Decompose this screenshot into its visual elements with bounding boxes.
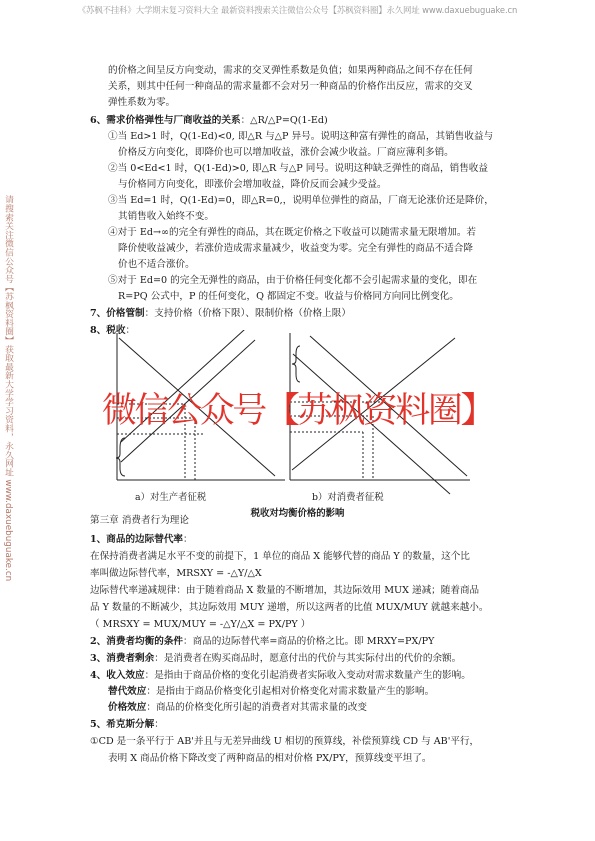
text-line <box>90 618 310 632</box>
line-heading: 5、希克斯分解 <box>90 719 155 730</box>
caption-a: a）对生产者征税 <box>135 492 207 503</box>
text-line <box>108 752 432 766</box>
line-text: 降价使收益减少，若涨价造成需求量减少，收益变为零。完全有弹性的商品不适合降 <box>118 243 473 254</box>
line-text: ：支持价格（价格下限）、限制价格（价格上限） <box>144 308 351 319</box>
text-line <box>108 64 473 78</box>
watermark-banner: 微信公众号【苏枫资料圈】 <box>101 391 494 431</box>
line-text: ：商品的价格变化所引起的消费者对其需求量的改变 <box>146 702 368 713</box>
line-text: ①当 Ed>1 时，Q(1-Ed)<0, 即△R 与△P 异号。说明这种富有弹性的商品，其销售收益与 <box>108 131 494 142</box>
panel-b-brace <box>292 346 300 382</box>
text-line <box>90 718 164 732</box>
text-line <box>108 685 434 699</box>
text-line <box>118 258 195 272</box>
text-line <box>90 635 434 649</box>
text-line <box>90 567 262 581</box>
line-text: ⑤对于 Ed=0 的完全无弹性的商品，由于价格任何变化都不会引起需求量的变化，即在 <box>108 275 478 286</box>
line-text: ：是指由于商品价格的变化引起消费者实际收入变动对需求数量产生的影响。 <box>144 670 471 681</box>
line-text: ①CD 是一条平行于 AB'并且与无差异曲线 U 相切的预算线，补偿预算线 CD 与 AB'平行， <box>90 736 480 747</box>
line-text: 价也不适合涨价。 <box>118 259 195 270</box>
text-line <box>90 652 461 666</box>
line-text: 边际替代率递减规律：由于随着商品 X 数量的不断增加，其边际效用 MUX 递减；随着商品 <box>90 585 480 596</box>
text-line <box>108 162 488 176</box>
figure-title: 税收对均衡价格的影响 <box>250 508 345 519</box>
line-text: ：是指由于商品价格变化引起相对价格变化对需求数量产生的影响。 <box>146 686 435 697</box>
text-line <box>90 584 479 598</box>
line-text: 价格反方向变化，即降价也可以增加收益，涨价会减少收益。厂商应薄利多销。 <box>118 147 454 158</box>
text-line <box>108 194 494 208</box>
line-text: 表明 X 商品价格下降改变了两种商品的相对价格 PX/PY，预算线变平坦了。 <box>108 753 432 764</box>
line-text: ③当 Ed=1 时，Q(1-Ed)=0，即△R=0,，说明单位弹性的商品，厂商无论涨价还是降价， <box>108 195 494 206</box>
line-heading: 价格效应 <box>108 702 147 713</box>
text-line <box>118 242 473 256</box>
line-text: 的价格之间呈反方向变动，需求的交叉弹性系数是负值；如果两种商品之间不存在任何 <box>108 65 473 76</box>
line-text: 与价格同方向变化，即涨价会增加收益，降价反而会减少受益。 <box>118 179 387 190</box>
line-heading: 2、消费者均衡的条件 <box>90 636 184 647</box>
line-heading: 1、商品的边际替代率 <box>90 534 184 545</box>
line-text: ：△R/△P=Q(1-Ed) <box>240 115 328 126</box>
line-text: 率叫做边际替代率，MRSXY = -△Y/△X <box>90 568 262 579</box>
line-heading: 替代效应 <box>108 686 147 697</box>
caption-b: b）对消费者征税 <box>312 492 384 503</box>
text-line <box>108 274 477 288</box>
text-line <box>108 130 493 144</box>
line-text: ： <box>154 719 164 730</box>
text-line <box>118 210 214 224</box>
text-line <box>108 96 175 110</box>
line-text: 关系，则其中任何一种商品的需求量都不会对另一种商品的价格作出反应，需求的交叉 <box>108 81 473 92</box>
line-heading: 8、税收 <box>90 325 126 336</box>
text-line <box>118 178 387 192</box>
line-text: ：商品的边际替代率=商品的价格之比。即 MRXY=PX/PY <box>183 636 435 647</box>
line-text: 其销售收入始终不变。 <box>118 211 214 222</box>
line-text: ：是消费者在购买商品时，愿意付出的代价与其实际付出的代价的余额。 <box>154 653 462 664</box>
page-header: 《苏枫不挂科》大学期末复习资料大全 最新资料搜索关注微信公众号【苏枫资料圈】永久网址 www.daxuebuguake.cn <box>77 5 518 15</box>
line-text: ④对于 Ed→∞的完全有弹性的商品，其在既定价格之下收益可以随需求量无限增加。若 <box>108 227 477 238</box>
text-line <box>90 114 328 128</box>
line-text: 品 Y 数量的不断减少，其边际效用 MUY 递增，所以这两者的比值 MUX/MUY 就越来越小。 <box>90 602 489 613</box>
line-text: ： <box>183 534 193 545</box>
side-watermark: 请搜索关注微信公众号【苏枫资料圈】获取最新大学学习资料，永久网址 www.daxuebuguake.cn <box>3 195 13 582</box>
text-line <box>90 550 470 564</box>
text-line <box>90 533 193 547</box>
line-text: ②当 0<Ed<1 时，Q(1-Ed)>0, 即△R 与△P 同号。说明这种缺乏弹性的商品，销售收益 <box>108 163 488 174</box>
text-line <box>108 701 367 715</box>
line-text: （ MRSXY = MUX/MUY = -△Y/△X = PX/PY ） <box>90 619 311 630</box>
text-line <box>90 601 489 615</box>
line-text: 在保持消费者满足水平不变的前提下，1 单位的商品 X 能够代替的商品 Y 的数量，这个比 <box>90 551 470 562</box>
text-line <box>118 146 454 160</box>
text-line <box>90 735 479 749</box>
line-text: 弹性系数为零。 <box>108 97 176 108</box>
line-text: 第三章 消费者行为理论 <box>90 515 189 526</box>
line-heading: 4、收入效应 <box>90 670 145 681</box>
text-line <box>108 226 476 240</box>
line-heading: 6、需求价格弹性与厂商收益的关系 <box>90 115 241 126</box>
text-line <box>90 307 351 321</box>
line-heading: 3、消费者剩余 <box>90 653 155 664</box>
text-line <box>108 80 473 94</box>
text-line <box>90 669 471 683</box>
text-line <box>118 290 459 304</box>
line-heading: 7、价格管制 <box>90 308 145 319</box>
line-text: R=PQ 公式中，P 的任何变化，Q 都固定不变。收益与价格同方向同比例变化。 <box>118 291 459 302</box>
line-text: ： <box>125 325 136 336</box>
